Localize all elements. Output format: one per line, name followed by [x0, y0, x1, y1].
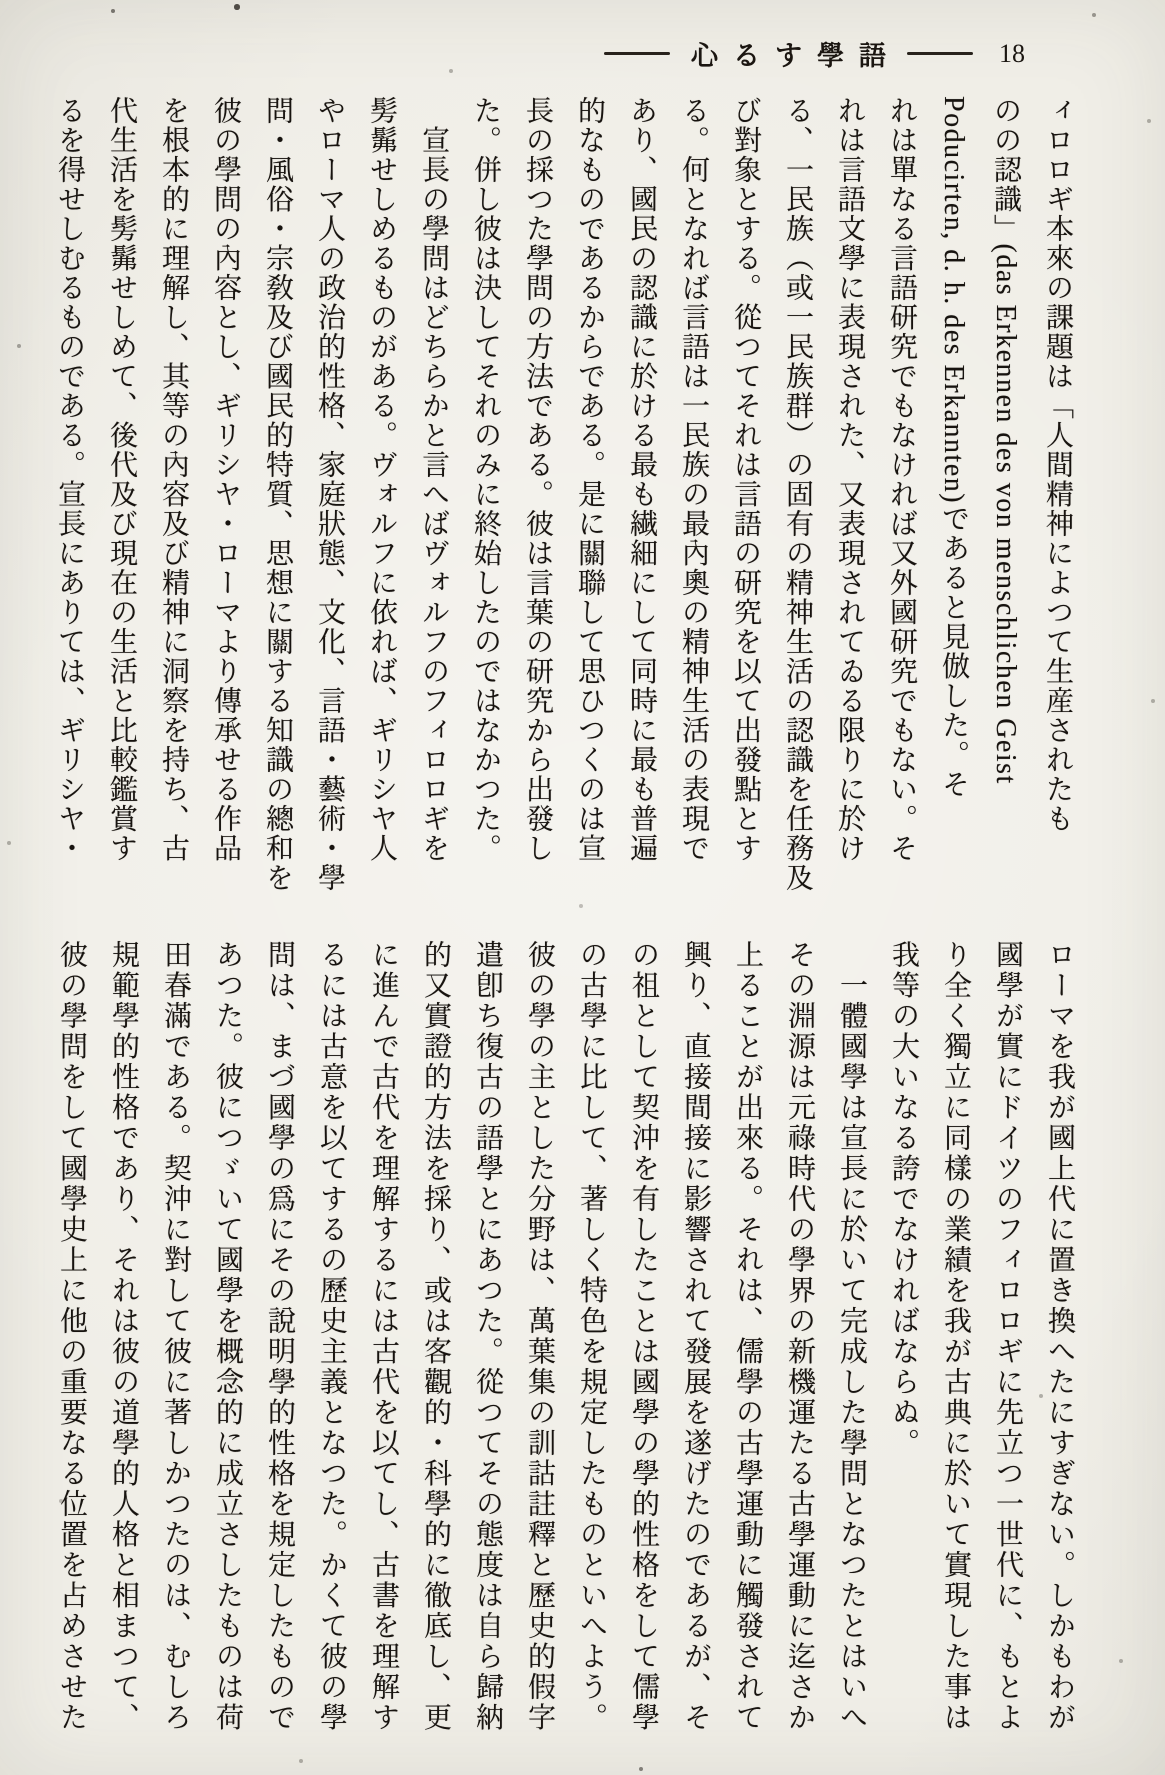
- text-column: ィロロギ本來の課題は「人間精神によつて生産されたも: [1042, 96, 1073, 834]
- page-header: [604, 34, 1025, 73]
- text-column: 髣髴せしめるものがある。ヴォルフに依れば、ギリシヤ人: [366, 96, 397, 863]
- text-column: れは言語文學に表現された、又表現されてゐる限りに於け: [834, 96, 865, 863]
- text-column: ローマを我が國上代に置き換へたにすぎない。しかもわが: [1044, 940, 1075, 1733]
- text-column: 代生活を髣髴せしめて、後代及び現在の生活と比較鑑賞す: [106, 96, 137, 863]
- text-column: る。何となれば言語は一民族の最內奧の精神生活の表現で: [678, 96, 709, 863]
- text-column: る、一民族（或一民族群）の固有の精神生活の認識を任務及: [782, 96, 813, 893]
- text-column: やローマ人の政治的性格、家庭狀態、文化、言語・藝術・學: [314, 96, 345, 893]
- text-column: び對象とする。從つてそれは言語の研究を以て出發點とす: [730, 96, 761, 863]
- text-column: 的なものであるからである。是に關聯して思ひつくのは宣: [574, 96, 605, 863]
- text-column: るを得せしむるものである。宣長にありては、ギリシヤ・: [54, 96, 85, 863]
- text-column: を根本的に理解し、其等の內容及び精神に洞察を持ち、古: [158, 96, 189, 863]
- text-column: 我等の大いなる誇でなければならぬ。: [888, 940, 919, 1459]
- bottom-text-block: [45, 940, 1085, 1760]
- text-column: に進んで古代を理解するには古代を以てし、古書を理解す: [368, 940, 399, 1733]
- text-column: 田春滿である。契沖に對して彼に著しかつたのは、むしろ: [160, 940, 191, 1733]
- header-rule-right: [907, 52, 973, 55]
- text-column: 遣卽ち復古の語學とにあつた。從つてその態度は自ら歸納: [472, 940, 503, 1733]
- text-column: 問・風俗・宗敎及び國民的特質、思想に關する知識の總和を: [262, 96, 293, 893]
- text-column: の古學に比して、著しく特色を規定したものといへよう。: [576, 940, 607, 1733]
- text-column: 彼の學問をして國學史上に他の重要なる位置を占めさせた: [56, 940, 87, 1733]
- text-column: た。併し彼は決してそれのみに終始したのではなかつた。: [470, 96, 501, 863]
- text-column: 規範學的性格であり、それは彼の道學的人格と相まつて、: [108, 940, 139, 1733]
- text-column: 一體國學は宣長に於いて完成した學問となつたとはいへ: [836, 940, 867, 1733]
- text-column: あつた。彼につゞいて國學を概念的に成立さしたものは荷: [212, 940, 243, 1733]
- text-column: その淵源は元祿時代の學界の新機運たる古學運動に迄さか: [784, 940, 815, 1733]
- text-column: 長の採つた學問の方法である。彼は言葉の研究から出發し: [522, 96, 553, 863]
- text-column: 宣長の學問はどちらかと言へばヴォルフのフィロロギを: [418, 96, 449, 863]
- text-column: 國學が實にドイツのフィロロギに先立つ一世代に、もとよ: [992, 940, 1023, 1733]
- text-column: るには古意を以てするの歷史主義となつた。かくて彼の學: [316, 940, 347, 1733]
- text-column: のの認識」(das Erkennen des von menschlichen Geist: [990, 96, 1021, 785]
- text-column: り全く獨立に同樣の業績を我が古典に於いて實現した事は: [940, 940, 971, 1733]
- text-column: 問は、まづ國學の爲にその說明學的性格を規定したもので: [264, 940, 295, 1733]
- text-column: 彼の學問の內容とし、ギリシヤ・ローマより傳承せる作品: [210, 96, 241, 863]
- scan-noise: [0, 0, 2, 2]
- text-column: の祖として契沖を有したことは國學の學的性格をして儒學: [628, 940, 659, 1733]
- page-number: 18: [999, 38, 1025, 68]
- header-rule-left: [604, 52, 670, 55]
- top-text-block: [43, 96, 1083, 893]
- text-column: 興り、直接間接に影響されて發展を遂げたのであるが、そ: [680, 940, 711, 1733]
- text-column: あり、國民の認識に於ける最も繊細にして同時に最も普遍: [626, 96, 657, 863]
- text-column: Poducirten, d. h. des Erkannten)であると見倣した。そ: [938, 96, 969, 800]
- page-title: 心るす學語: [691, 41, 901, 71]
- text-column: れは單なる言語研究でもなければ又外國研究でもない。そ: [886, 96, 917, 863]
- text-column: 上ることが出來る。それは、儒學の古學運動に觸發されて: [732, 940, 763, 1733]
- text-column: 彼の學の主とした分野は、萬葉集の訓詁註釋と歷史的假字: [524, 940, 555, 1733]
- text-column: 的又實證的方法を採り、或は客觀的・科學的に徹底し、更: [420, 940, 451, 1733]
